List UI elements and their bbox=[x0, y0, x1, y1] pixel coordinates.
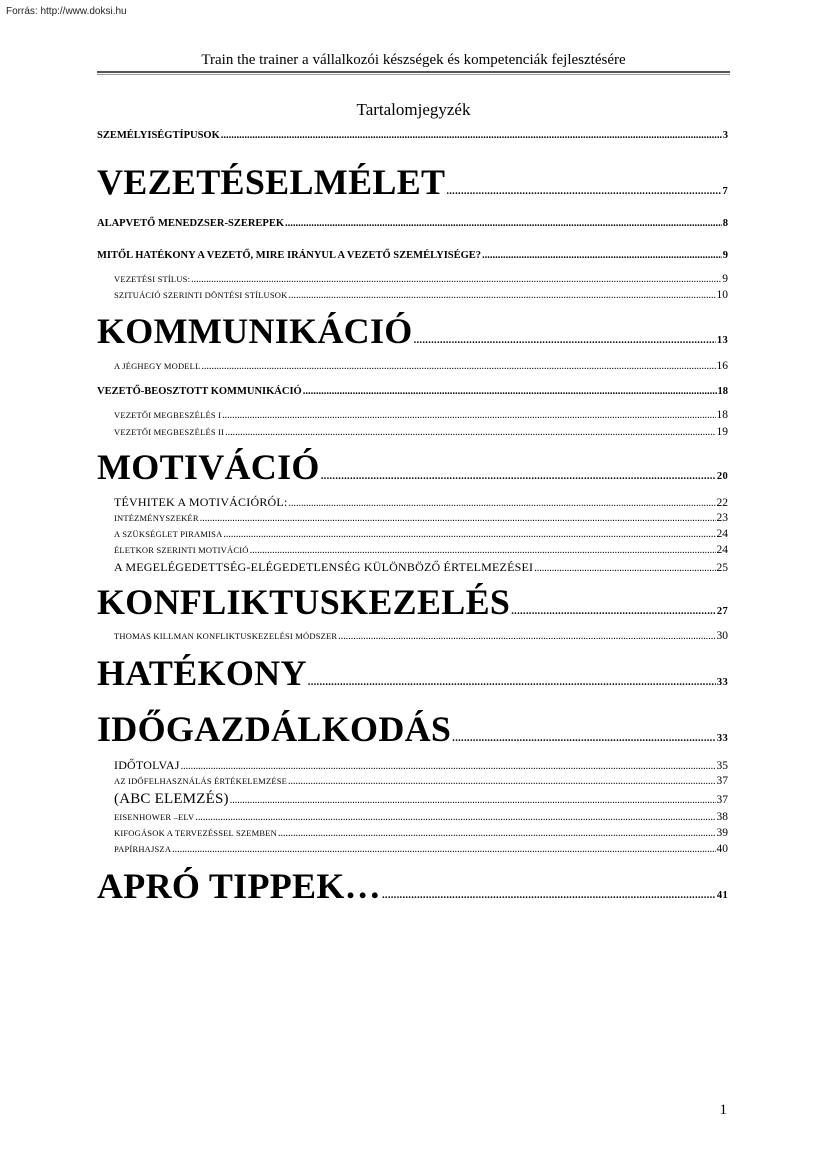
toc-entry[interactable] bbox=[97, 709, 728, 759]
toc-entry-label: A SZÜKSÉGLET PIRAMISA bbox=[114, 529, 223, 539]
toc-entry-page: 8 bbox=[722, 218, 728, 229]
toc-entry[interactable] bbox=[97, 218, 728, 229]
toc-entry[interactable] bbox=[97, 162, 728, 212]
page-number: 1 bbox=[719, 1102, 727, 1118]
toc-entry-page: 18 bbox=[716, 409, 728, 421]
toc-entry[interactable] bbox=[97, 447, 728, 497]
toc-entry-page: 37 bbox=[716, 775, 728, 787]
leader-dots bbox=[285, 218, 722, 229]
leader-dots bbox=[382, 876, 716, 916]
toc-entry-label: IDŐTOLVAJ bbox=[114, 758, 180, 772]
toc-entry-label: KOMMUNIKÁCIÓ bbox=[97, 311, 413, 351]
leader-dots bbox=[303, 386, 717, 397]
toc-entry-page: 20 bbox=[716, 471, 728, 482]
toc-entry-page: 38 bbox=[716, 811, 728, 823]
toc-entry-page: 33 bbox=[716, 677, 728, 688]
leader-dots bbox=[288, 290, 715, 301]
toc-entry-label: APRÓ TIPPEK… bbox=[97, 866, 381, 906]
leader-dots bbox=[452, 719, 716, 759]
toc-entry-page: 10 bbox=[716, 289, 728, 301]
toc-entry-label: MITŐL HATÉKONY A VEZETŐ, MIRE IRÁNYUL A VEZETŐ SZEMÉLYISÉGE? bbox=[97, 250, 482, 261]
toc-subentry[interactable] bbox=[97, 426, 728, 438]
leader-dots bbox=[321, 457, 716, 497]
leader-dots bbox=[288, 498, 715, 509]
leader-dots bbox=[250, 545, 716, 556]
toc-entry-page: 39 bbox=[716, 827, 728, 839]
leader-dots bbox=[230, 795, 716, 806]
leader-dots bbox=[308, 663, 716, 703]
leader-dots bbox=[414, 321, 716, 361]
toc-entry-label: AZ IDŐFELHASZNÁLÁS ÉRTÉKELEMZÉSE bbox=[114, 776, 288, 786]
toc-entry-page: 7 bbox=[722, 186, 728, 197]
toc-entry[interactable] bbox=[97, 866, 728, 916]
toc-entry-label: (ABC ELEMZÉS) bbox=[114, 791, 229, 807]
toc-entry-page: 27 bbox=[716, 606, 728, 617]
toc-entry-label: KONFLIKTUSKEZELÉS bbox=[97, 582, 511, 622]
toc-subentry[interactable] bbox=[97, 791, 728, 808]
header-rule-thin bbox=[97, 74, 730, 75]
toc-entry-page: 23 bbox=[716, 512, 728, 524]
running-header: Train the trainer a vállalkozói készségek és kompetenciák fejlesztésére bbox=[201, 52, 626, 68]
toc-subentry[interactable] bbox=[97, 827, 728, 839]
toc-subentry[interactable] bbox=[97, 273, 728, 285]
toc-entry-page: 41 bbox=[716, 890, 728, 901]
toc-subentry[interactable] bbox=[97, 630, 728, 642]
toc-entry-page: 33 bbox=[716, 733, 728, 744]
toc-entry-page: 25 bbox=[716, 562, 728, 574]
toc-subentry[interactable] bbox=[97, 811, 728, 823]
toc-entry-label: ALAPVETŐ MENEDZSER-SZEREPEK bbox=[97, 218, 284, 229]
toc-subentry[interactable] bbox=[97, 360, 728, 372]
toc-entry-label: VEZETÉSI STÍLUS: bbox=[114, 274, 191, 284]
toc-entry-page: 40 bbox=[716, 843, 728, 855]
toc-entry-label: A JÉGHEGY MODELL bbox=[114, 361, 201, 371]
toc-entry-label: THOMAS KILLMAN KONFLIKTUSKEZELÉSI MÓDSZER bbox=[114, 631, 338, 641]
toc-entry[interactable] bbox=[97, 130, 728, 141]
toc-entry-label: VEZETŐ-BEOSZTOTT KOMMUNIKÁCIÓ bbox=[97, 386, 302, 397]
toc-entry-label: SZITUÁCIÓ SZERINTI DÖNTÉSI STÍLUSOK bbox=[114, 290, 288, 300]
toc-entry-label: PAPÍRHAJSZA bbox=[114, 844, 172, 854]
toc-subentry[interactable] bbox=[97, 409, 728, 421]
toc-entry[interactable] bbox=[97, 582, 728, 632]
toc-entry[interactable] bbox=[97, 311, 728, 361]
toc-entry-page: 35 bbox=[716, 760, 728, 772]
toc-entry-label: KIFOGÁSOK A TERVEZÉSSEL SZEMBEN bbox=[114, 828, 278, 838]
toc-subentry[interactable] bbox=[97, 560, 728, 575]
toc-subentry[interactable] bbox=[97, 528, 728, 540]
toc-entry-page: 13 bbox=[716, 335, 728, 346]
toc-entry-label: VEZETÉSELMÉLET bbox=[97, 162, 446, 202]
toc-subentry[interactable] bbox=[97, 512, 728, 524]
toc-entry-label: INTÉZMÉNYSZEKÉR bbox=[114, 513, 199, 523]
toc-entry-page: 24 bbox=[716, 528, 728, 540]
toc-entry-page: 9 bbox=[722, 250, 728, 261]
toc-entry-page: 18 bbox=[717, 386, 728, 397]
leader-dots bbox=[172, 844, 715, 855]
toc-entry-label: VEZETŐI MEGBESZÉLÉS II bbox=[114, 427, 225, 437]
toc-entry-label: MOTIVÁCIÓ bbox=[97, 447, 320, 487]
toc-subentry[interactable] bbox=[97, 843, 728, 855]
leader-dots bbox=[446, 172, 721, 212]
leader-dots bbox=[195, 812, 715, 823]
toc-entry-label: EISENHOWER –ELV bbox=[114, 812, 195, 822]
leader-dots bbox=[534, 563, 715, 574]
leader-dots bbox=[338, 631, 715, 642]
toc-entry-page: 24 bbox=[716, 544, 728, 556]
toc-entry-label: VEZETŐI MEGBESZÉLÉS I bbox=[114, 410, 222, 420]
leader-dots bbox=[222, 410, 715, 421]
toc-entry-page: 30 bbox=[716, 630, 728, 642]
toc-subentry[interactable] bbox=[97, 544, 728, 556]
leader-dots bbox=[288, 776, 715, 787]
toc-entry-page: 3 bbox=[722, 130, 728, 141]
leader-dots bbox=[181, 761, 716, 772]
leader-dots bbox=[511, 592, 716, 632]
leader-dots bbox=[223, 529, 715, 540]
leader-dots bbox=[482, 250, 722, 261]
source-note: Forrás: http://www.doksi.hu bbox=[6, 6, 127, 17]
toc-entry-label: ÉLETKOR SZERINTI MOTIVÁCIÓ bbox=[114, 545, 249, 555]
toc-subentry[interactable] bbox=[97, 289, 728, 301]
leader-dots bbox=[201, 361, 715, 372]
leader-dots bbox=[278, 828, 715, 839]
toc-entry-page: 37 bbox=[716, 794, 728, 806]
leader-dots bbox=[225, 427, 715, 438]
toc-entry-label: SZEMÉLYISÉGTÍPUSOK bbox=[97, 130, 220, 141]
toc-entry[interactable] bbox=[97, 386, 728, 397]
toc-entry-page: 9 bbox=[722, 273, 728, 285]
toc-subentry[interactable] bbox=[97, 495, 728, 510]
toc-subentry[interactable] bbox=[97, 775, 728, 787]
toc-entry[interactable] bbox=[97, 250, 728, 261]
toc-entry-label: TÉVHITEK A MOTIVÁCIÓRÓL: bbox=[114, 495, 288, 509]
toc-entry-label: HATÉKONY bbox=[97, 653, 307, 693]
leader-dots bbox=[221, 130, 722, 141]
toc-entry-page: 22 bbox=[716, 497, 728, 509]
toc-entry-page: 19 bbox=[716, 426, 728, 438]
header-rule bbox=[97, 71, 730, 73]
toc-subentry[interactable] bbox=[97, 758, 728, 773]
leader-dots bbox=[191, 274, 721, 285]
toc-entry-label: IDŐGAZDÁLKODÁS bbox=[97, 709, 452, 749]
toc-entry[interactable] bbox=[97, 653, 728, 703]
toc-title: Tartalomjegyzék bbox=[356, 100, 471, 119]
leader-dots bbox=[200, 513, 716, 524]
toc-entry-label: A MEGELÉGEDETTSÉG-ELÉGEDETLENSÉG KÜLÖNBÖZŐ ÉRTELMEZÉSEI bbox=[114, 560, 534, 574]
toc-entry-page: 16 bbox=[716, 360, 728, 372]
